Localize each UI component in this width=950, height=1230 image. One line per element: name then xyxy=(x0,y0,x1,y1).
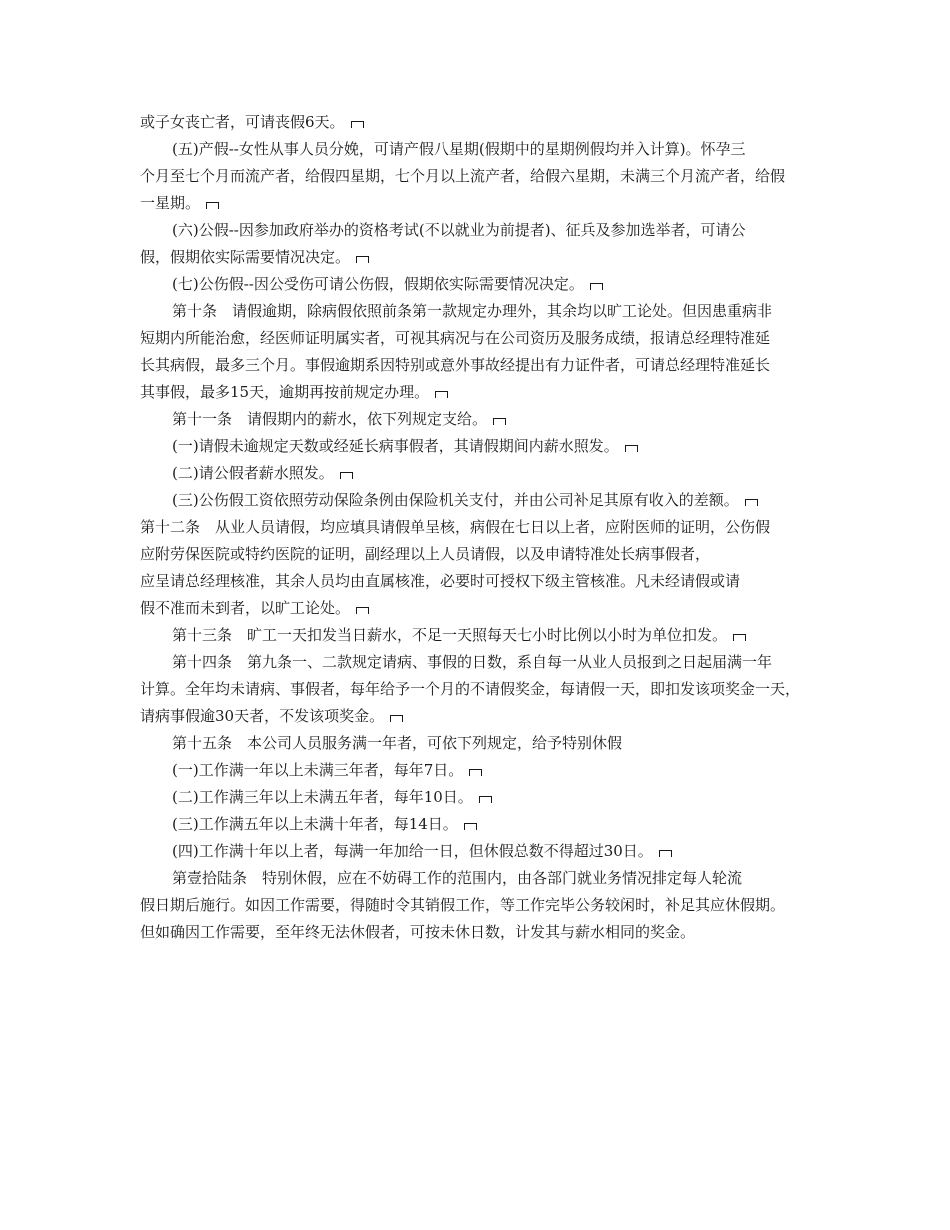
line-text: (五)产假--女性从事人员分娩，可请产假八星期(假期中的星期例假均并入计算)。怀孕三 xyxy=(172,140,746,158)
text-line xyxy=(140,622,820,649)
paragraph-end-mark-icon xyxy=(464,823,477,830)
paragraph-end-mark-icon xyxy=(590,283,603,290)
text-line xyxy=(140,190,820,217)
text-line xyxy=(140,703,820,730)
text-line xyxy=(140,811,820,838)
line-text: 长其病假，最多三个月。事假逾期系因特别或意外事故经提出有力证件者，可请总经理特准延长 xyxy=(140,356,771,374)
line-text: (一)请假未逾规定天数或经延长病事假者，其请假期间内薪水照发。 xyxy=(172,437,619,455)
text-line xyxy=(140,676,820,703)
paragraph-end-mark-icon xyxy=(351,121,364,128)
line-text: (二)请公假者薪水照发。 xyxy=(172,464,334,482)
text-line xyxy=(140,217,820,244)
line-text: 第壹拾陆条 特别休假，应在不妨碍工作的范围内，由各部门就业务情况排定每人轮流 xyxy=(172,869,743,887)
paragraph-end-mark-icon xyxy=(390,715,403,722)
line-text: 假日期后施行。如因工作需要，得随时令其销假工作，等工作完毕公务较闲时，补足其应休假期。 xyxy=(140,896,786,914)
line-text: 计算。全年均未请病、事假者，每年给予一个月的不请假奖金，每请假一天，即扣发该项奖金一天， xyxy=(140,680,801,698)
line-text: (二)工作满三年以上未满五年者，每年10日。 xyxy=(172,788,473,806)
line-text: 第十二条 从业人员请假，均应填具请假单呈核，病假在七日以上者，应附医师的证明，公伤假 xyxy=(140,518,771,536)
line-text: 应呈请总经理核准，其余人员均由直属核准，必要时可授权下级主管核准。凡未经请假或请 xyxy=(140,572,741,590)
paragraph-end-mark-icon xyxy=(745,499,758,506)
text-line xyxy=(140,487,820,514)
line-text: 第十四条 第九条一、二款规定请病、事假的日数，系自每一从业人员报到之日起届满一年 xyxy=(172,653,773,671)
line-text: 个月至七个月而流产者，给假四星期，七个月以上流产者，给假六星期，未满三个月流产者，给假 xyxy=(140,167,786,185)
text-line xyxy=(140,298,820,325)
text-line xyxy=(140,352,820,379)
text-line xyxy=(140,244,820,271)
text-line xyxy=(140,784,820,811)
line-text: (三)公伤假工资依照劳动保险条例由保险机关支付，并由公司补足其原有收入的差额。 xyxy=(172,491,739,509)
paragraph-end-mark-icon xyxy=(659,850,672,857)
text-line xyxy=(140,865,820,892)
text-line xyxy=(140,433,820,460)
text-line xyxy=(140,919,820,946)
line-text: (四)工作满十年以上者，每满一年加给一日，但休假总数不得超过30日。 xyxy=(172,842,653,860)
paragraph-end-mark-icon xyxy=(356,256,369,263)
line-text: 请病事假逾30天者，不发该项奖金。 xyxy=(140,707,385,725)
line-text: 第十一条 请假期内的薪水，依下列规定支给。 xyxy=(172,410,488,428)
line-text: 第十三条 旷工一天扣发当日薪水，不足一天照每天七小时比例以小时为单位扣发。 xyxy=(172,626,728,644)
paragraph-end-mark-icon xyxy=(469,769,482,776)
line-text: 应附劳保医院或特约医院的证明，副经理以上人员请假，以及申请特准处长病事假者， xyxy=(140,545,711,563)
paragraph-end-mark-icon xyxy=(733,634,746,641)
line-text: 一星期。 xyxy=(140,194,201,212)
text-line xyxy=(140,163,820,190)
document-body xyxy=(140,109,820,946)
text-line xyxy=(140,460,820,487)
paragraph-end-mark-icon xyxy=(206,202,219,209)
line-text: (一)工作满一年以上未满三年者，每年7日。 xyxy=(172,761,464,779)
paragraph-end-mark-icon xyxy=(340,472,353,479)
text-line xyxy=(140,514,820,541)
line-text: (三)工作满五年以上未满十年者，每14日。 xyxy=(172,815,458,833)
line-text: (六)公假--因参加政府举办的资格考试(不以就业为前提者)、征兵及参加选举者，可请公 xyxy=(172,221,746,239)
text-line xyxy=(140,568,820,595)
text-line xyxy=(140,595,820,622)
line-text: 其事假，最多15天，逾期再按前规定办理。 xyxy=(140,383,430,401)
text-line xyxy=(140,757,820,784)
paragraph-end-mark-icon xyxy=(435,391,448,398)
line-text: 假，假期依实际需要情况决定。 xyxy=(140,248,351,266)
line-text: 第十条 请假逾期，除病假依照前条第一款规定办理外，其余均以旷工论处。但因患重病非 xyxy=(172,302,773,320)
text-line xyxy=(140,838,820,865)
line-text: 假不准而未到者，以旷工论处。 xyxy=(140,599,351,617)
paragraph-end-mark-icon xyxy=(493,418,506,425)
text-line xyxy=(140,541,820,568)
text-line xyxy=(140,649,820,676)
text-line xyxy=(140,271,820,298)
text-line xyxy=(140,109,820,136)
paragraph-end-mark-icon xyxy=(625,445,638,452)
text-line xyxy=(140,406,820,433)
text-line xyxy=(140,136,820,163)
line-text: 或子女丧亡者，可请丧假6天。 xyxy=(140,113,345,131)
paragraph-end-mark-icon xyxy=(356,607,369,614)
line-text: 短期内所能治愈，经医师证明属实者，可视其病况与在公司资历及服务成绩，报请总经理特准延 xyxy=(140,329,771,347)
text-line xyxy=(140,325,820,352)
text-line xyxy=(140,892,820,919)
line-text: 第十五条 本公司人员服务满一年者，可依下列规定，给予特别休假 xyxy=(172,734,623,752)
line-text: 但如确因工作需要，至年终无法休假者，可按未休日数，计发其与薪水相同的奖金。 xyxy=(140,923,696,941)
text-line xyxy=(140,730,820,757)
line-text: (七)公伤假--因公受伤可请公伤假，假期依实际需要情况决定。 xyxy=(172,275,584,293)
paragraph-end-mark-icon xyxy=(479,796,492,803)
text-line xyxy=(140,379,820,406)
